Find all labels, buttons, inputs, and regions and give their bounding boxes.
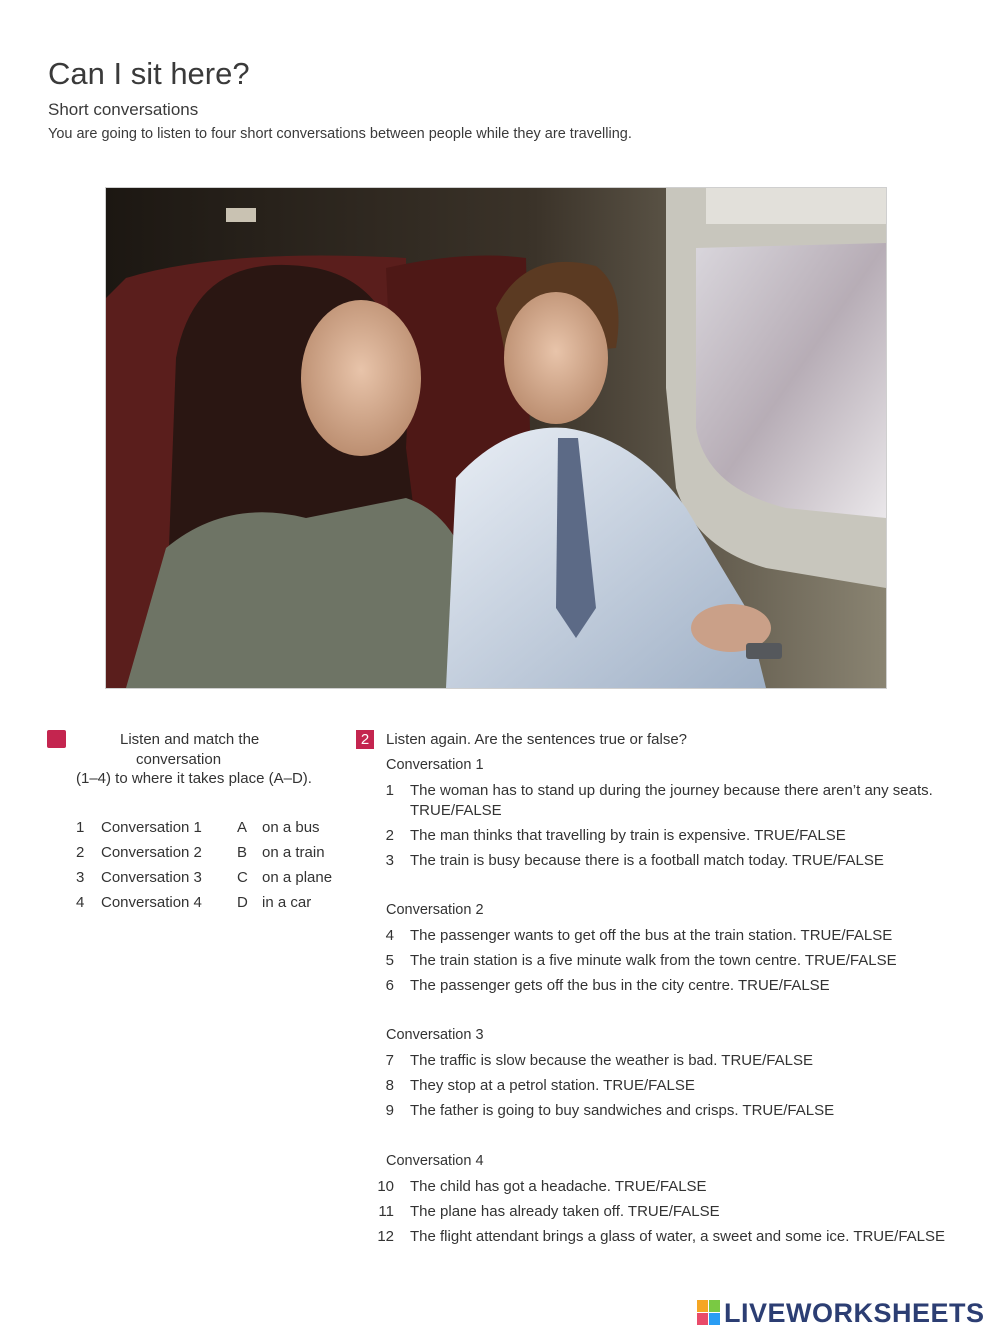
match-conversation: Conversation 4 (101, 894, 202, 911)
match-place: on a plane (262, 869, 333, 886)
conversation-heading: Conversation 2 (386, 902, 484, 918)
exercise-1-instruction: conversation (136, 751, 222, 768)
conversation-heading: Conversation 4 (386, 1153, 484, 1169)
statement-number: 11 (378, 1203, 394, 1220)
statement-text: The traffic is slow because the weather is bad. TRUE/FALSE (410, 1052, 813, 1069)
statement-item (372, 826, 982, 846)
statement-item (372, 951, 982, 971)
statement-item (372, 851, 982, 871)
match-row (76, 844, 356, 864)
exercise-2-instruction: Listen again. Are the sentences true or false? (386, 731, 688, 748)
match-letter: B (237, 844, 248, 861)
statement-number: 2 (385, 827, 394, 844)
statement-number: 5 (385, 952, 394, 969)
match-letter: D (237, 894, 248, 911)
match-row (76, 869, 356, 889)
statement-text: The father is going to buy sandwiches and crisps. TRUE/FALSE (410, 1102, 835, 1119)
statement-item (372, 1101, 982, 1121)
match-letter: C (237, 869, 248, 886)
exercise-1-instruction: (1–4) to where it takes place (A–D). (76, 770, 312, 787)
match-number: 3 (76, 869, 85, 886)
match-place: on a train (262, 844, 325, 861)
page-title: Can I sit here? (48, 56, 250, 91)
statement-number: 1 (385, 782, 394, 799)
statement-text: The passenger gets off the bus in the city centre. TRUE/FALSE (410, 977, 830, 994)
match-conversation: Conversation 3 (101, 869, 202, 886)
statement-text: The woman has to stand up during the journey because there aren’t any seats. TRUE/FALSE (410, 782, 933, 819)
match-conversation: Conversation 2 (101, 844, 202, 861)
logo-text: LIVEWORKSHEETS (724, 1298, 985, 1328)
statement-text: The plane has already taken off. TRUE/FALSE (410, 1203, 720, 1220)
conversation-heading: Conversation 3 (386, 1027, 484, 1043)
exercise-1-badge (47, 730, 66, 748)
statement-text: They stop at a petrol station. TRUE/FALSE (410, 1077, 695, 1094)
match-row (76, 894, 356, 914)
match-number: 4 (76, 894, 85, 911)
match-number: 2 (76, 844, 85, 861)
statement-text: The train station is a five minute walk from the town centre. TRUE/FALSE (410, 952, 897, 969)
statement-item (372, 1177, 982, 1197)
intro-text: You are going to listen to four short conversations between people while they are travelling. (48, 126, 632, 142)
statement-number: 4 (385, 927, 394, 944)
logo-icon (697, 1300, 721, 1326)
exercise-1-instruction: Listen and match the (120, 731, 260, 748)
statement-text: The flight attendant brings a glass of water, a sweet and some ice. TRUE/FALSE (410, 1228, 946, 1245)
statement-text: The man thinks that travelling by train is expensive. TRUE/FALSE (410, 827, 846, 844)
statement-number: 3 (385, 852, 394, 869)
match-letter: A (237, 819, 248, 836)
statement-item (372, 976, 982, 996)
statement-text: The child has got a headache. TRUE/FALSE (410, 1178, 707, 1195)
statement-text: The passenger wants to get off the bus at the train station. TRUE/FALSE (410, 927, 893, 944)
statement-item (372, 1202, 982, 1222)
statement-item (372, 1051, 982, 1071)
statement-number: 12 (377, 1228, 394, 1245)
statement-item (372, 1076, 982, 1096)
match-number: 1 (76, 819, 85, 836)
statement-number: 8 (385, 1077, 394, 1094)
exercise-2-badge: 2 (356, 730, 374, 749)
statement-text: The train is busy because there is a football match today. TRUE/FALSE (410, 852, 884, 869)
statement-item (372, 1227, 982, 1247)
statement-number: 6 (385, 977, 394, 994)
statement-number: 10 (377, 1178, 394, 1195)
match-conversation: Conversation 1 (101, 819, 202, 836)
statement-item (372, 926, 982, 946)
match-place: in a car (262, 894, 312, 911)
conversation-heading: Conversation 1 (386, 757, 484, 773)
page-subtitle: Short conversations (48, 100, 199, 119)
match-row (76, 819, 356, 839)
statement-item (372, 781, 982, 821)
statement-number: 7 (385, 1052, 394, 1069)
train-photo (105, 187, 887, 689)
match-place: on a bus (262, 819, 320, 836)
statement-number: 9 (385, 1102, 394, 1119)
